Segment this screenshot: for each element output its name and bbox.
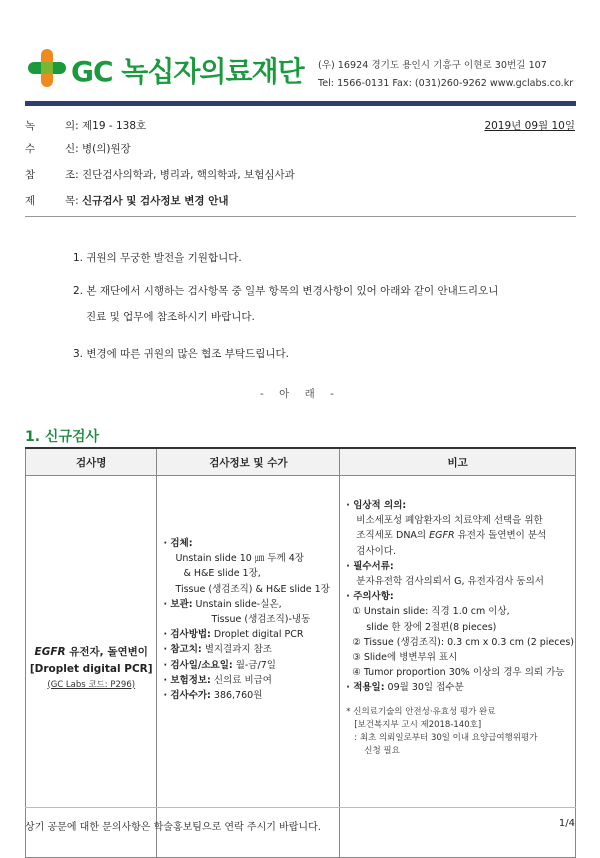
specimen-1: Unstain slide 10 ㎛ 두께 4장 [175,553,304,565]
specimen-2: & H&E slide 1장, [183,568,261,580]
org-prefix: GC [71,55,113,88]
test-name: EGFR 유전자, 돌연변이 [34,645,148,658]
insurance-label: · 보험정보: [163,674,211,686]
gc-cross-logo-icon [28,49,66,87]
caution-2: ② Tissue (생검조직): 0.3 cm x 0.3 cm (2 pieces) [352,636,574,648]
doc-number-row: 녹 의: 제19 - 138호 [25,120,147,132]
section-title-new-tests: 1. 신규검사 [25,429,100,445]
test-name-cell [26,476,157,858]
reference-value: 별지결과지 참조 [201,644,272,656]
clinical-label: · 임상적 의의: [346,500,407,511]
recipient-row: 수 신: 병(의)원장 [25,143,131,155]
table-header-row [26,448,576,476]
doc-number: 제19 - 138호 [82,120,147,132]
paragraph-1: 1. 귀원의 무궁한 발전을 기원합니다. [73,252,242,264]
col-header-test-name: 검사명 [26,448,157,476]
caution-1: ① Unstain slide: 직경 1.0 cm 이상, [352,606,510,618]
remarks-cell [340,476,576,858]
fee-label: · 검사수가: [163,690,211,702]
storage-label: · 보관: [163,598,193,610]
note-2: [보건복지부 고시 제2018-140호] [354,719,482,730]
fee-value: 386,760원 [210,690,263,702]
method: Droplet digital PCR [210,629,304,641]
remarks-lines [346,498,574,696]
clinical-2: 조직세포 DNA의 EGFR 유전자 돌연변이 분석 [356,530,547,542]
reference: 진단검사의학과, 병리과, 핵의학과, 보험심사과 [82,169,295,181]
org-logo-text [71,50,304,90]
test-info-cell [157,476,340,858]
paragraph-2a: 2. 본 재단에서 시행하는 검사항목 중 일부 항목의 변경사항이 있어 아래와 같이 안내드리오니 [73,285,499,297]
apply-label: · 적용일: [346,682,385,694]
reference-label: · 참고치: [163,644,202,656]
required-1: 분자유전학 검사의뢰서 G, 유전자검사 동의서 [356,576,544,588]
header-divider-bar [25,101,576,106]
note-1: * 신의료기술의 안전성·유효성 평가 완료 [346,706,496,717]
org-address [318,57,573,93]
paragraph-2b: 진료 및 업무에 참조하시기 바랍니다. [86,311,255,323]
reference-row: 참 조: 진단검사의학과, 병리과, 핵의학과, 보험심사과 [25,169,295,181]
specimen-label: · 검체: [163,538,193,549]
storage-1: Unstain slide-실온, [192,598,282,610]
apply-value: 09월 30일 접수분 [384,682,464,694]
contact-line: Tel: 1566-0131 Fax: (031)260-9262 www.gclabs.co.kr [318,78,574,89]
insurance-value: 신의료 비급여 [210,674,272,686]
recipient: 병(의)원장 [82,143,131,155]
new-tests-table [25,447,576,858]
days-label: · 검사일/소요일: [163,659,233,671]
subject-row: 제 목: 신규검사 및 검사정보 변경 안내 [25,195,229,207]
meta-divider [25,216,576,217]
caution-4: ④ Tumor proportion 30% 이상의 경우 의뢰 가능 [352,667,565,679]
caution-label: · 주의사항: [346,591,394,603]
subject: 신규검사 및 검사정보 변경 안내 [82,195,229,207]
caution-3: ③ Slide에 병변부위 표시 [352,652,458,664]
test-code: (GC Labs 코드: P296) [47,679,136,690]
paragraph-3: 3. 변경에 따른 귀원의 많은 협조 부탁드립니다. [73,348,289,360]
note-4: 신청 필요 [364,745,400,756]
org-name: 녹십자의료재단 [121,55,304,88]
footer-text: 상기 공문에 대한 문의사항은 학술홍보팀으로 연락 주시기 바랍니다. [25,822,321,833]
clinical-3: 검사이다. [356,545,397,557]
doc-date: 2019년 09월 10일 [484,120,575,132]
days-value: 월-금/7일 [232,659,276,671]
below-marker: - 아 래 - [260,388,340,400]
required-label: · 필수서류: [346,560,394,572]
col-header-test-info: 검사정보 및 수가 [157,448,340,476]
method-label: · 검사방법: [163,629,211,641]
clinical-1: 비소세포성 폐암환자의 치료약제 선택을 위한 [356,515,543,527]
storage-2: Tissue (생검조직)-냉동 [211,614,311,626]
note-3: : 최초 의뢰일로부터 30일 이내 요양급여행위평가 [354,732,538,743]
page-number: 1/4 [558,818,575,829]
table-row [26,476,576,858]
footer-divider [25,807,576,808]
col-header-remarks: 비고 [340,448,576,476]
address-line: (우) 16924 경기도 용인시 기흥구 이현로 30번길 107 [318,60,547,71]
specimen-3: Tissue (생검조직) & H&E slide 1장 [175,583,330,595]
test-method: [Droplet digital PCR] [29,662,153,675]
test-info-lines [163,536,338,703]
caution-1b: slide 한 장에 2절편(8 pieces) [366,621,497,633]
